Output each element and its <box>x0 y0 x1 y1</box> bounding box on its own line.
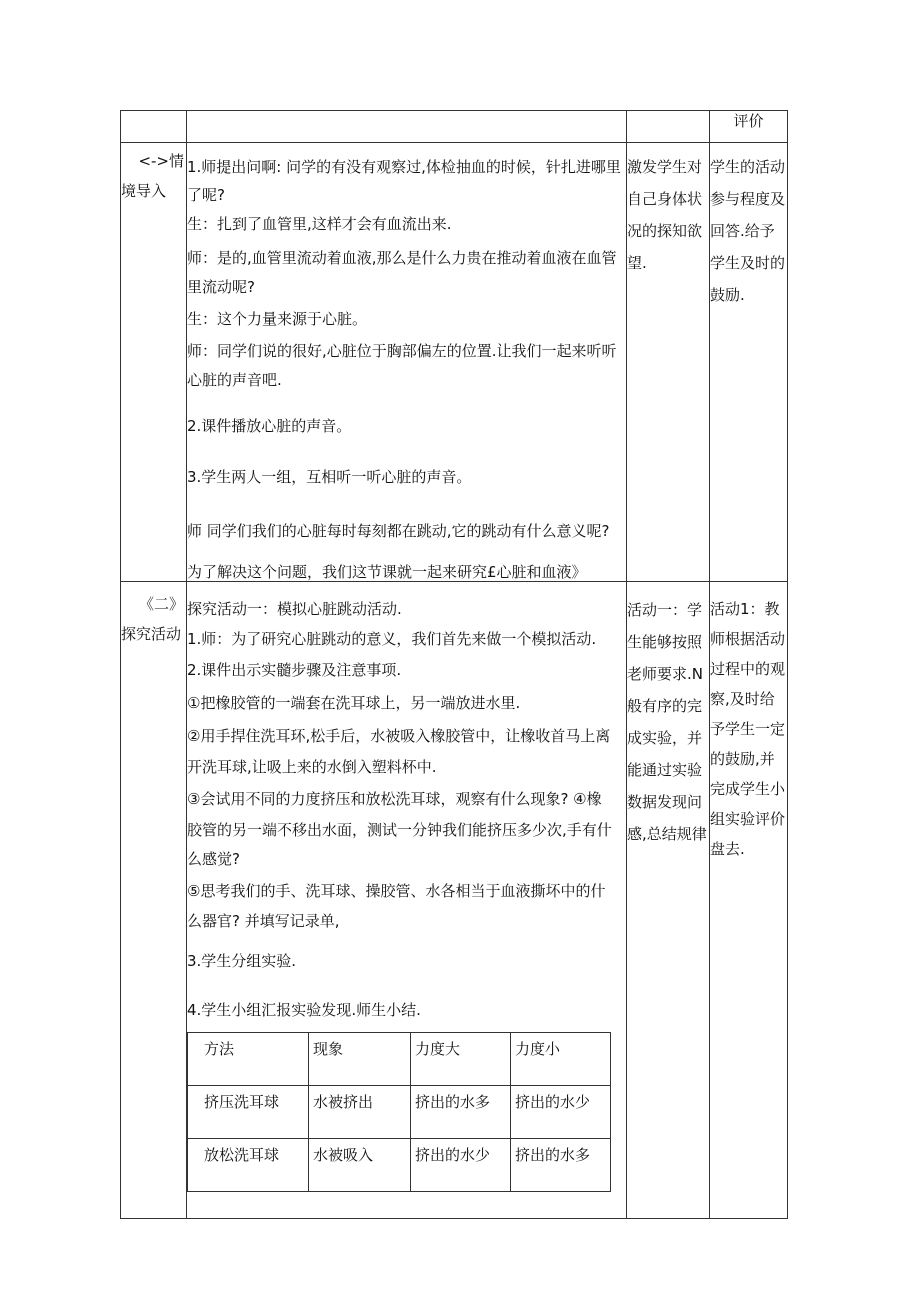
s2-eval-line: 完成学生小 <box>710 780 786 798</box>
section1-label-line2: 境导入 <box>121 182 167 200</box>
s2-line: ⑤思考我们的手、洗耳球、操胶管、水各相当于血液撕坏中的什 <box>187 882 606 900</box>
s1-line: 师：是的,血管里流动着血液,那么是什么力贵在推动着血液在血管 <box>187 249 617 267</box>
lesson-plan-table <box>120 110 788 1219</box>
section1-row <box>121 143 788 582</box>
s2-eval-line: 过程中的观 <box>710 660 786 678</box>
s2-eval-line: 活动1：教 <box>710 600 780 618</box>
s1-purpose-line: 自己身体状 <box>627 190 703 208</box>
s1-line: 1.师提出问啊: 问学的有没有观察过,体检抽血的时候，针扎进哪里 <box>187 158 621 176</box>
s2-eval-line: 的鼓励,并 <box>710 750 775 768</box>
s2-purpose-line: 老师要求.N <box>627 665 703 683</box>
s1-line: 了呢? <box>187 186 225 204</box>
section1-content <box>187 143 627 582</box>
s2-line: 探究活动一：模拟心脏跳动活动. <box>187 600 402 618</box>
s1-line: 3.学生两人一组，互相听一听心脏的声音。 <box>187 468 472 486</box>
s2-line: 胶管的另一端不移出水面，测试一分钟我们能挤压多少次,手有什 <box>187 821 612 839</box>
s1-line: 为了解决这个问题，我们这节课就一起来研究£心脏和血液》 <box>187 563 587 581</box>
header-cell-3 <box>627 111 710 143</box>
header-cell-1 <box>121 111 187 143</box>
section2-purpose <box>627 582 710 1219</box>
section2-content <box>187 582 627 1219</box>
s2-purpose-line: 般有序的完 <box>627 697 703 715</box>
s2-eval-line: 师根据活动 <box>710 630 786 648</box>
s2-line: 2.课件出示实髓步骤及注意事项. <box>187 661 402 679</box>
s2-line: 3.学生分组实验. <box>187 952 297 970</box>
s2-line: 1.师：为了研究心脏跳动的意义，我们首先来做一个模拟活动. <box>187 630 597 648</box>
section2-label-line1: 《二》 <box>138 595 184 613</box>
s1-purpose-line: 激发学生对 <box>627 158 703 176</box>
s1-line: 师 同学们我们的心脏每时每刻都在跳动,它的跳动有什么意义呢? <box>187 522 610 540</box>
s1-eval-line: 学生及时的 <box>710 254 786 272</box>
record-cell: 挤出的水多 <box>511 1139 611 1192</box>
s1-line: 生：扎到了血管里,这样才会有血流出来. <box>187 215 452 233</box>
s2-line: ③会试用不同的力度挤压和放松洗耳球，观察有什么现象? ④橡 <box>187 790 602 808</box>
section1-label-line1: <->情 <box>138 152 184 170</box>
s1-line: 心脏的声音吧. <box>187 371 282 389</box>
s2-eval-line: 组实验评价 <box>710 810 786 828</box>
header-evaluation: 评价 <box>710 111 788 143</box>
experiment-record-table <box>187 1032 611 1192</box>
s1-line: 里流动呢? <box>187 278 255 296</box>
record-cell: 挤出的水少 <box>511 1086 611 1139</box>
s2-purpose-line: 感,总结规律 <box>627 825 707 843</box>
record-cell: 放松洗耳球 <box>188 1139 309 1192</box>
section2-label <box>121 582 187 1219</box>
record-cell: 挤出的水少 <box>411 1139 511 1192</box>
record-header-strong: 力度大 <box>411 1033 511 1086</box>
s1-line: 师：同学们说的很好,心脏位于胸部偏左的位置.让我们一起来听听 <box>187 342 617 360</box>
header-row <box>121 111 788 143</box>
s1-purpose-line: 况的探知欲 <box>627 222 703 240</box>
record-header-method: 方法 <box>188 1033 309 1086</box>
s2-line: 么感觉? <box>187 850 240 868</box>
s2-purpose-line: 成实验，并 <box>627 729 703 747</box>
s1-eval-line: 鼓励. <box>710 286 745 304</box>
s2-purpose-line: 活动一：学 <box>627 601 703 619</box>
header-cell-2 <box>187 111 627 143</box>
section2-label-line2: 探究活动 <box>121 625 182 643</box>
record-row <box>188 1139 611 1192</box>
s1-line: 生：这个力量来源于心脏。 <box>187 310 368 328</box>
s2-line: 么器官? 并填写记录单, <box>187 912 340 930</box>
s1-eval-line: 参与程度及 <box>710 190 786 208</box>
s2-eval-line: 盘去. <box>710 840 745 858</box>
record-cell: 水被吸入 <box>309 1139 411 1192</box>
section2-evaluation <box>710 582 788 1219</box>
section1-purpose <box>627 143 710 582</box>
section2-row <box>121 582 788 1219</box>
s2-purpose-line: 生能够按照 <box>627 633 703 651</box>
s2-line: ①把橡胶管的一端套在洗耳球上，另一端放进水里. <box>187 694 521 712</box>
s2-eval-line: 予学生一定 <box>710 720 786 738</box>
record-header-row <box>188 1033 611 1086</box>
record-cell: 水被挤出 <box>309 1086 411 1139</box>
s2-line: ②用手捍住洗耳环,松手后，水被吸入橡胶管中，让橡收首马上离 <box>187 727 611 745</box>
record-header-weak: 力度小 <box>511 1033 611 1086</box>
record-cell: 挤出的水多 <box>411 1086 511 1139</box>
record-header-phenomenon: 现象 <box>309 1033 411 1086</box>
section1-label <box>121 143 187 582</box>
s1-line: 2.课件播放心脏的声音。 <box>187 417 352 435</box>
record-cell: 挤压洗耳球 <box>188 1086 309 1139</box>
s2-purpose-line: 能通过实验 <box>627 761 703 779</box>
s1-eval-line: 回答.给予 <box>710 222 775 240</box>
record-row <box>188 1086 611 1139</box>
s1-eval-line: 学生的活动 <box>710 158 786 176</box>
section1-evaluation <box>710 143 788 582</box>
s2-eval-line: 察,及时给 <box>710 690 775 708</box>
s2-line: 开洗耳球,让吸上来的水倒入塑料杯中. <box>187 758 437 776</box>
s1-purpose-line: 望. <box>627 254 647 272</box>
s2-purpose-line: 数据发现问 <box>627 793 703 811</box>
s2-line: 4.学生小组汇报实验发现.师生小结. <box>187 1001 421 1019</box>
